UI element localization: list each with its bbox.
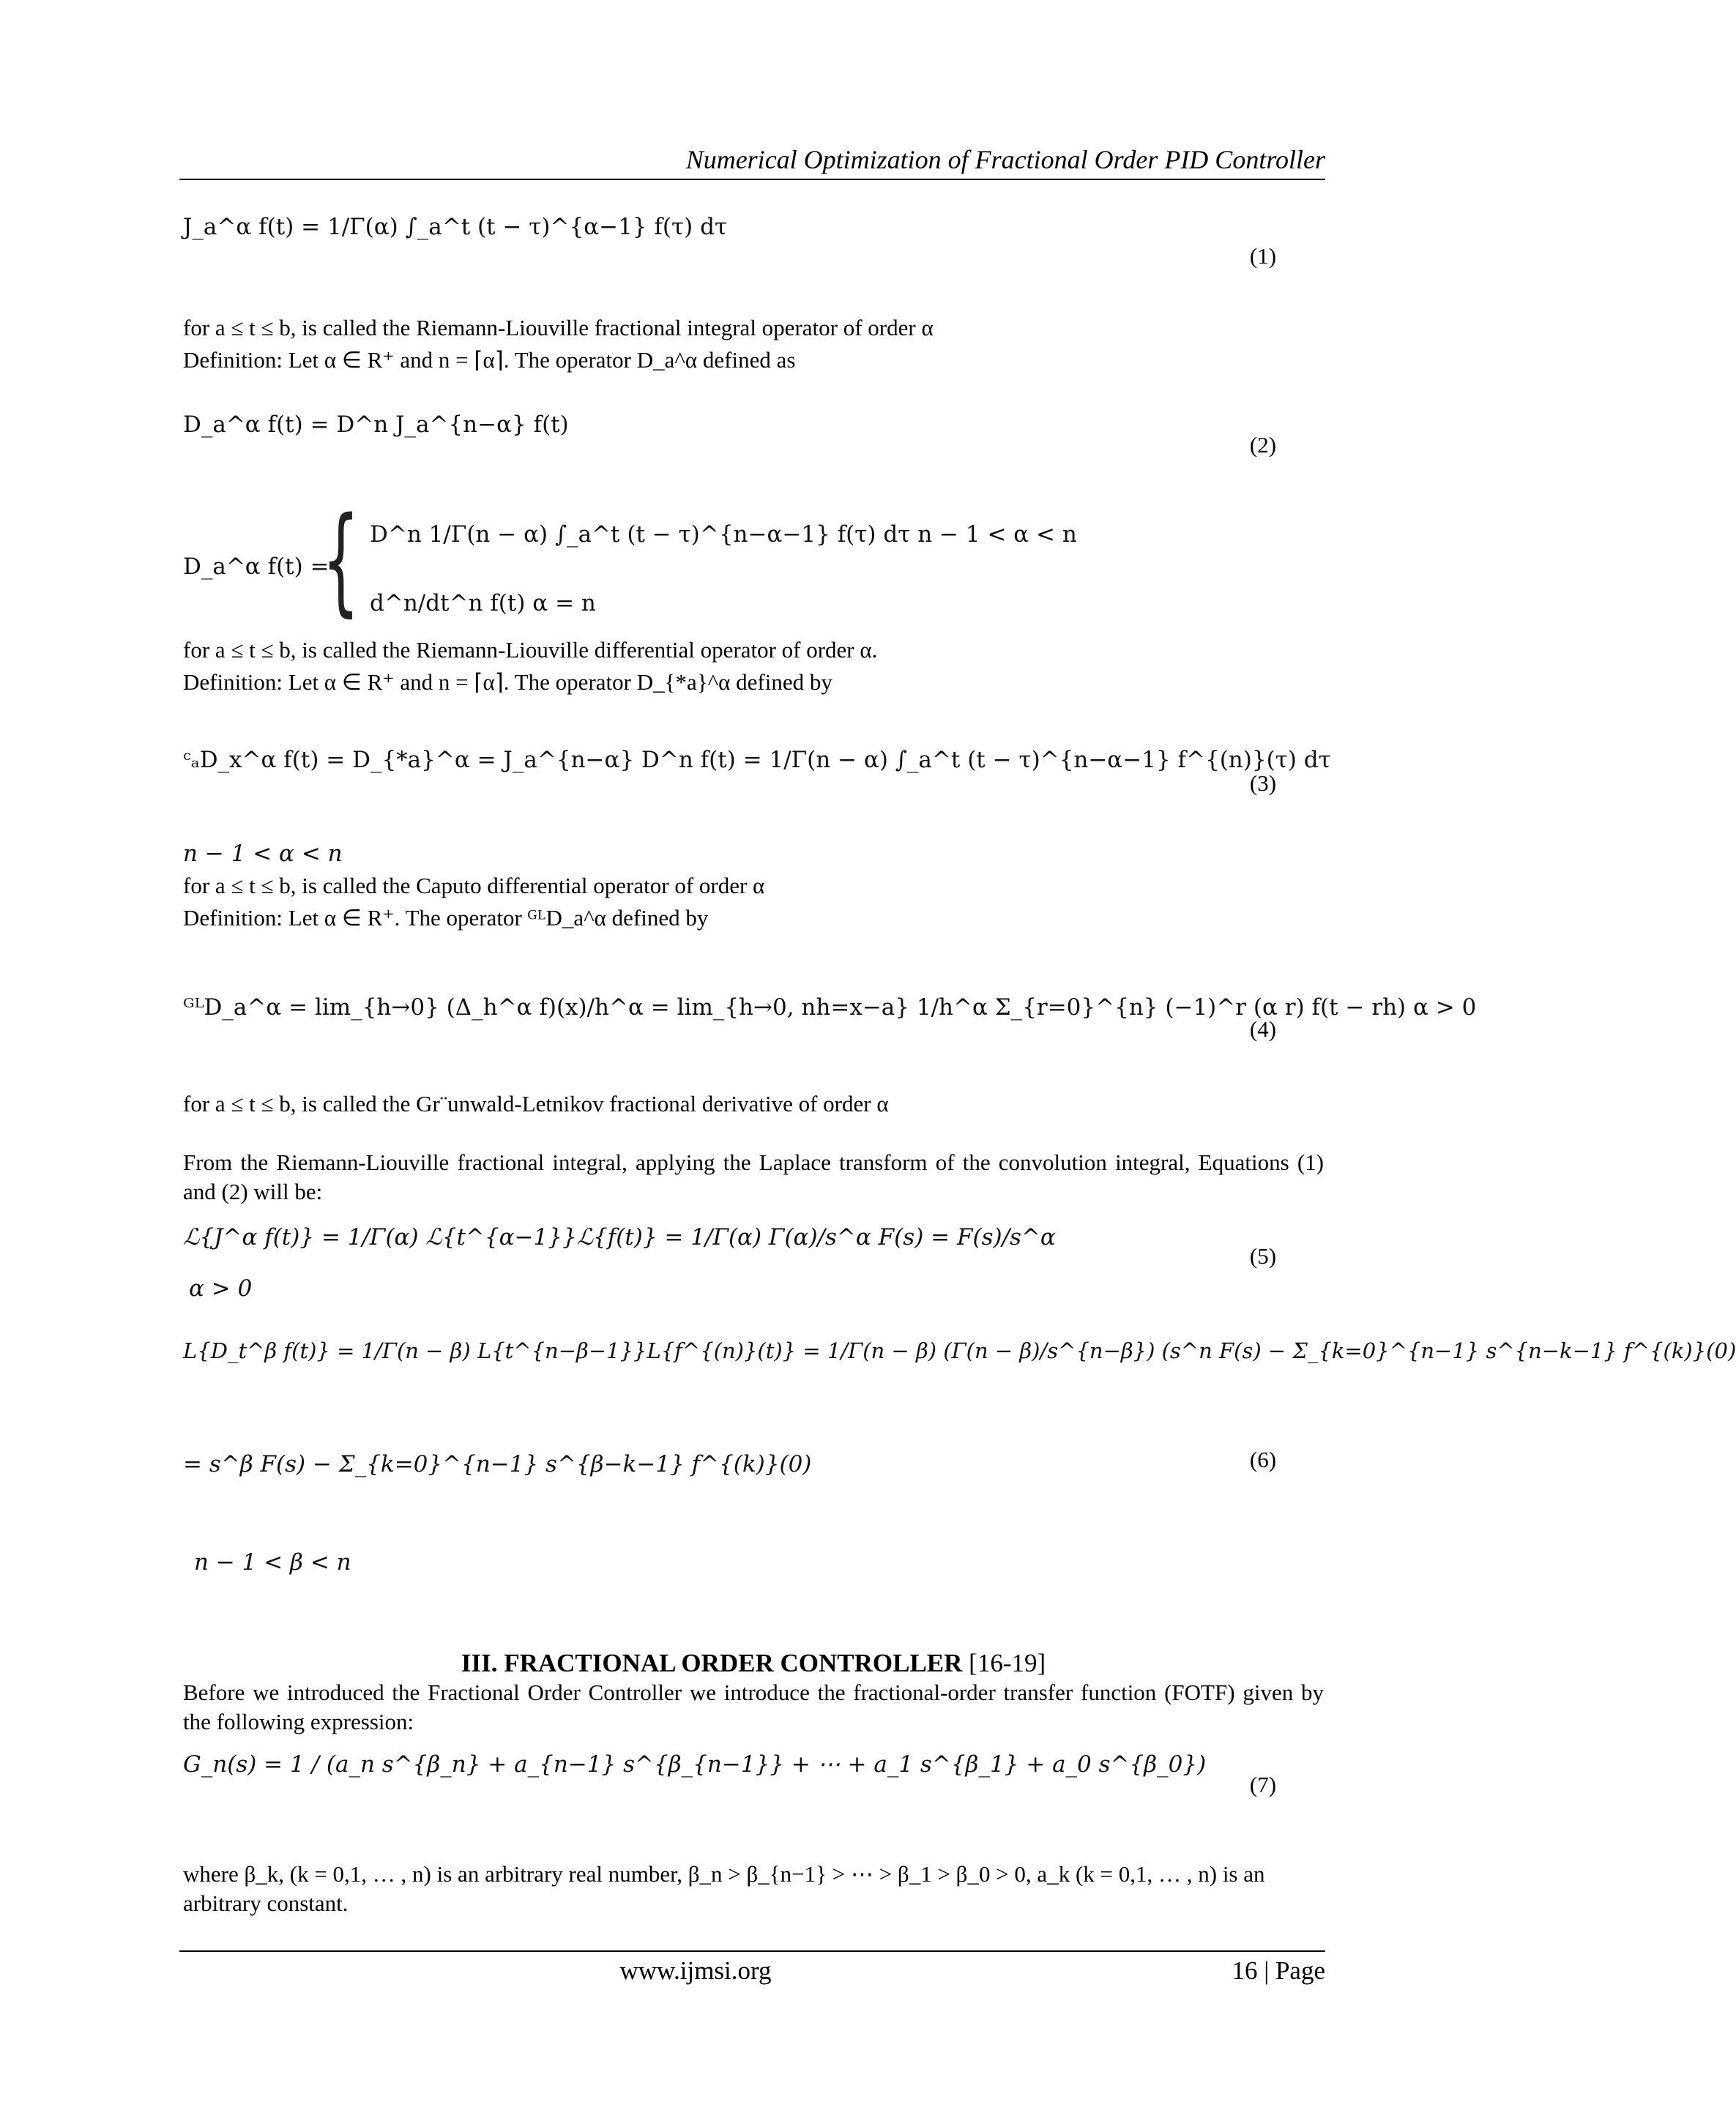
equation-number-6: (6) [1249, 1447, 1277, 1472]
paragraph-laplace: From the Riemann-Liouville fractional integral, applying the Laplace transform of the convolution integral, Equations (1) and (2) will be: [183, 1149, 1324, 1204]
piecewise-case-1: D^n 1/Γ(n − α) ∫_a^t (t − τ)^{n−α−1} f(τ) dτ n − 1 < α < n [370, 521, 1077, 548]
equation-4: ᴳᴸD_a^α = lim_{h→0} (Δ_h^α f)(x)/h^α = lim_{h→0, nh=x−a} 1/h^α Σ_{r=0}^{n} (−1)^r (α r) f(t − rh) α > 0 [183, 994, 1477, 1021]
eq6-condition: n − 1 < β < n [194, 1549, 351, 1576]
paragraph-rl-integral: for a ≤ t ≤ b, is called the Riemann-Liouville fractional integral operator of order α [183, 315, 934, 340]
equation-6-line-2: = s^β F(s) − Σ_{k=0}^{n−1} s^{β−k−1} f^{(k)}(0) [183, 1451, 812, 1477]
equation-2: D_a^α f(t) = D^n J_a^{n−α} f(t) [183, 411, 569, 438]
equation-number-1: (1) [1249, 243, 1277, 269]
journal-url[interactable]: www.ijmsi.org [619, 1956, 772, 1985]
footer-rule [179, 1950, 1325, 1952]
paragraph-where: where β_k, (k = 0,1, … , n) is an arbitrary real number, β_n > β_{n−1} > ⋯ > β_1 > β_0 > 0, a_k (k = 0,1, … , n) is an arbitrary constant. [183, 1861, 1265, 1916]
piecewise-lhs: D_a^α f(t) = [183, 553, 329, 580]
header-rule [179, 179, 1325, 180]
running-title: Numerical Optimization of Fractional Order PID Controller [685, 145, 1325, 174]
equation-number-4: (4) [1249, 1016, 1277, 1042]
section-title: III. FRACTIONAL ORDER CONTROLLER [461, 1649, 963, 1677]
paragraph-caputo: for a ≤ t ≤ b, is called the Caputo differential operator of order α [183, 873, 765, 898]
equation-number-7: (7) [1249, 1772, 1277, 1797]
left-brace: { [322, 492, 360, 628]
paragraph-grunwald: for a ≤ t ≤ b, is called the Gr¨unwald-Letnikov fractional derivative of order α [183, 1091, 889, 1117]
equation-5: ℒ{J^α f(t)} = 1/Γ(α) ℒ{t^{α−1}}ℒ{f(t)} = 1/Γ(α) Γ(α)/s^α F(s) = F(s)/s^α [183, 1224, 1056, 1250]
definition-caputo: Definition: Let α ∈ R⁺ and n = ⌈α⌉. The operator D_{*a}^α defined by [183, 669, 832, 695]
caputo-condition: n − 1 < α < n [183, 840, 343, 867]
section-heading [183, 1647, 1324, 1680]
equation-6-line-1: L{D_t^β f(t)} = 1/Γ(n − β) L{t^{n−β−1}}L{f^{(n)}(t)} = 1/Γ(n − β) (Γ(n − β)/s^{n−β}) (s^n F(s) − Σ_{k=0}^{n−1} s^{n−k−1} f^{(k)}(0) [183, 1338, 1736, 1363]
equation-7: G_n(s) = 1 / (a_n s^{β_n} + a_{n−1} s^{β_{n−1}} + ⋯ + a_1 s^{β_1} + a_0 s^{β_0}) [183, 1751, 1207, 1778]
page-number: 16 | Page [1232, 1956, 1325, 1985]
equation-number-3: (3) [1249, 770, 1277, 796]
eq5-condition: α > 0 [189, 1275, 253, 1302]
paragraph-fotf: Before we introduced the Fractional Order Controller we introduce the fractional-order transfer function (FOTF) given by the following expression: [183, 1680, 1324, 1734]
equation-number-5: (5) [1249, 1243, 1277, 1269]
definition-rl-derivative: Definition: Let α ∈ R⁺ and n = ⌈α⌉. The operator D_a^α defined as [183, 347, 796, 373]
equation-1: J_a^α f(t) = 1/Γ(α) ∫_a^t (t − τ)^{α−1} f(τ) dτ [183, 214, 728, 240]
equation-3: ᶜₐD_x^α f(t) = D_{*a}^α = J_a^{n−α} D^n f(t) = 1/Γ(n − α) ∫_a^t (t − τ)^{n−α−1} f^{(n)}(τ) dτ [183, 747, 1331, 773]
definition-grunwald: Definition: Let α ∈ R⁺. The operator ᴳᴸD_a^α defined by [183, 905, 709, 931]
equation-number-2: (2) [1249, 432, 1277, 458]
piecewise-case-2: d^n/dt^n f(t) α = n [370, 590, 596, 616]
section-refs: [16-19] [969, 1649, 1046, 1677]
paragraph-rl-differential: for a ≤ t ≤ b, is called the Riemann-Liouville differential operator of order α. [183, 637, 878, 663]
